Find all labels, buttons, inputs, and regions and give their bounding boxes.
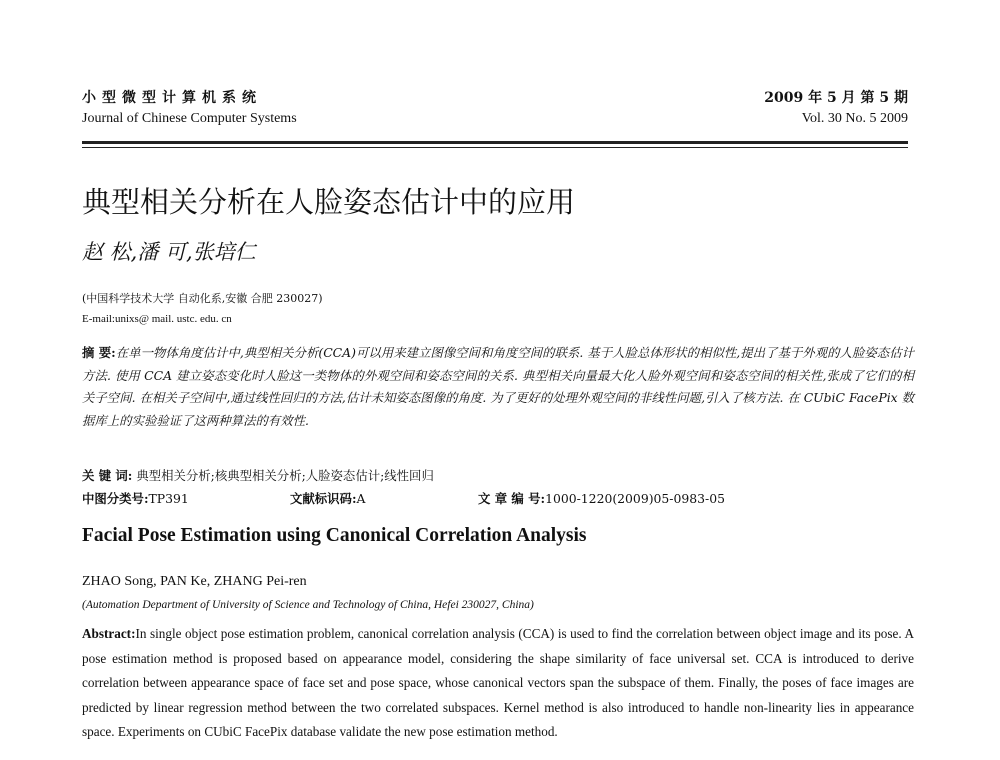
title-cn: 典型相关分析在人脸姿态估计中的应用 — [82, 185, 576, 219]
header-rule-thick — [82, 141, 908, 144]
abstract-en-label: Abstract: — [82, 626, 136, 641]
journal-header-right — [764, 88, 908, 130]
abstract-cn-text: 在单一物体角度估计中,典型相关分析(CCA)可以用来建立图像空间和角度空间的联系. 基于人脸总体形状的相似性,提出了基于外观的人脸姿态估计方法. 使用 CCA 建立姿态变化时人脸这一类物体的外观空间和姿态空间的关系. 典型相关向量最大化人脸外观空间和姿态空间的相关性,张成了它们的相关子空间. 在相关子空间中,通过线性回归的方法,估计未知姿态图像的角度. 为了更好的处理外观空间的非线性问题,引入了核方法. 在 CUbiC FacePix 数据库上的实验验证了这两种算法的有效性. — [82, 345, 914, 428]
keywords-cn — [82, 466, 434, 486]
affiliation-en: (Automation Department of University of Science and Technology of China, Hefei 230027, China) — [82, 599, 534, 611]
affiliation-cn: (中国科学技术大学 自动化系,安徽 合肥 230027) — [82, 292, 323, 305]
keywords-label: 关 键 词: — [82, 468, 133, 483]
header-rule-thin — [82, 147, 908, 148]
doc-code-value: A — [356, 491, 366, 506]
abstract-cn — [82, 342, 914, 432]
title-en: Facial Pose Estimation using Canonical Correlation Analysis — [82, 525, 587, 546]
abstract-en — [82, 622, 914, 745]
journal-name-en: Journal of Chinese Computer Systems — [82, 111, 297, 126]
author-email: E-mail:unixs@ mail. ustc. edu. cn — [82, 313, 232, 325]
article-no-value: 1000-1220(2009)05-0983-05 — [545, 491, 725, 506]
article-number — [478, 489, 725, 509]
issue-cn: 2009 年 5 月 第 5 期 — [764, 90, 908, 106]
abstract-en-text: In single object pose estimation problem, canonical correlation analysis (CCA) is used to find the correlation between object image and its pose. A pose estimation method is proposed based on appearance model, considering the shape similarity of face universal set. CCA is introduced to derive correlation between appearance space of face set and pose space, whose canonical vectors span the subspace of them. Finally, the poses of face images are predicted by linear regression method between the two correlated subspaces. Kernel method is also introduced to handle non-linearity lies in appearance space. Experiments on CUbiC FacePix database validate the new pose estimation method. — [82, 626, 914, 739]
article-no-label: 文 章 编 号: — [478, 491, 546, 506]
clc-label: 中图分类号: — [82, 491, 149, 506]
authors-en: ZHAO Song, PAN Ke, ZHANG Pei-ren — [82, 574, 307, 589]
clc-value: TP391 — [148, 491, 189, 506]
journal-name-cn: 小型微型计算机系统 — [82, 90, 262, 106]
doc-code-label: 文献标识码: — [290, 491, 357, 506]
journal-header-left — [82, 88, 297, 130]
issue-en: Vol. 30 No. 5 2009 — [801, 111, 908, 126]
abstract-cn-label: 摘 要: — [82, 345, 116, 360]
keywords-text: 典型相关分析;核典型相关分析;人脸姿态估计;线性回归 — [136, 468, 434, 483]
authors-cn: 赵 松,潘 可,张培仁 — [82, 240, 256, 264]
clc-number — [82, 489, 189, 509]
document-code — [290, 489, 365, 509]
